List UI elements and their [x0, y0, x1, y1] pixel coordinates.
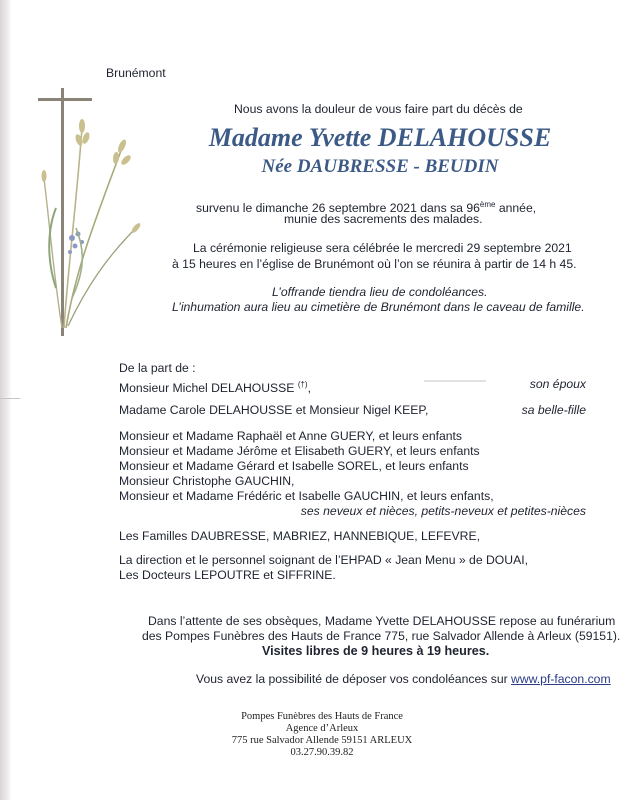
- scan-smudge: [424, 380, 486, 382]
- condolences-line: [196, 672, 611, 687]
- daughter-in-law-line: Madame Carole DELAHOUSSE et Monsieur Nigel KEEP,: [119, 403, 429, 417]
- families-line: Les Familles DAUBRESSE, MABRIEZ, HANNEBIQUE, LEFEVRE,: [119, 529, 480, 543]
- husband-comma: ,: [307, 381, 311, 396]
- family-line: Monsieur et Madame Raphaël et Anne GUERY, et leurs enfants: [119, 429, 463, 443]
- family-line: Monsieur Christophe GAUCHIN,: [119, 474, 295, 488]
- funeral-home-line-2: des Pompes Funèbres des Hauts de France 775, rue Salvador Allende à Arleux (59151).: [142, 629, 621, 643]
- ceremony-line-1: La cérémonie religieuse sera célébrée le mercredi 29 septembre 2021: [193, 241, 572, 255]
- deceased-name: Madame Yvette DELAHOUSSE: [208, 123, 552, 152]
- visiting-hours: Visites libres de 9 heures à 19 heures.: [262, 644, 490, 658]
- condolences-text: Vous avez la possibilité de déposer vos condoléances sur: [196, 672, 512, 686]
- doctors-line: Les Docteurs LEPOUTRE et SIFFRINE.: [119, 568, 336, 582]
- footer-company: Pompes Funèbres des Hauts de France: [241, 711, 403, 722]
- ceremony-line-2: à 15 heures en l’église de Brunémont où l’on se réunira à partir de 14 h 45.: [172, 257, 577, 271]
- family-line: Monsieur et Madame Gérard et Isabelle SOREL, et leurs enfants: [119, 459, 469, 473]
- paper-fold-shadow: [0, 0, 12, 800]
- death-date-text: survenu le dimanche 26 septembre 2021 dans sa 96: [196, 201, 480, 216]
- footer-address: 775 rue Salvador Allende 59151 ARLEUX: [231, 735, 413, 746]
- husband-line: [119, 377, 311, 396]
- cross-with-wheat-icon: [36, 88, 146, 338]
- family-line: Monsieur et Madame Frédéric et Isabelle GAUCHIN, et leurs enfants,: [119, 489, 494, 503]
- paper-fold-mark: [0, 398, 20, 399]
- maiden-name: Née DAUBRESSE - BEUDIN: [261, 156, 499, 177]
- husband-role: son époux: [529, 377, 586, 391]
- condolences-link[interactable]: www.pf-facon.com: [511, 672, 611, 686]
- ehpad-line: La direction et le personnel soignant de l’EHPAD « Jean Menu » de DOUAI,: [119, 553, 528, 567]
- sacraments-line: munie des sacrements des malades.: [284, 212, 483, 226]
- footer-agency: Agence d’Arleux: [285, 723, 359, 734]
- family-intro: De la part de :: [119, 361, 196, 375]
- ordinal-superscript: ème: [479, 200, 496, 209]
- offering-note: L’offrande tiendra lieu de condoléances.: [272, 285, 488, 299]
- husband-name: Monsieur Michel DELAHOUSSE: [119, 381, 295, 396]
- announcement-intro: Nous avons la douleur de vous faire part du décès de: [234, 102, 523, 116]
- town-label: Brunémont: [106, 66, 166, 80]
- death-date-suffix: année,: [495, 201, 537, 216]
- funeral-home-line-1: Dans l’attente de ses obsèques, Madame Yvette DELAHOUSSE repose au funérarium: [148, 614, 616, 628]
- family-line: Monsieur et Madame Jérôme et Elisabeth GUERY, et leurs enfants: [119, 444, 480, 458]
- daughter-in-law-role: sa belle-fille: [521, 403, 586, 417]
- deceased-mark: (†): [297, 380, 308, 389]
- footer-phone: 03.27.90.39.82: [290, 747, 354, 758]
- nieces-role: ses neveux et nièces, petits-neveux et petites-nièces: [300, 504, 586, 518]
- burial-note: L’inhumation aura lieu au cimetière de Brunémont dans le caveau de famille.: [172, 300, 585, 314]
